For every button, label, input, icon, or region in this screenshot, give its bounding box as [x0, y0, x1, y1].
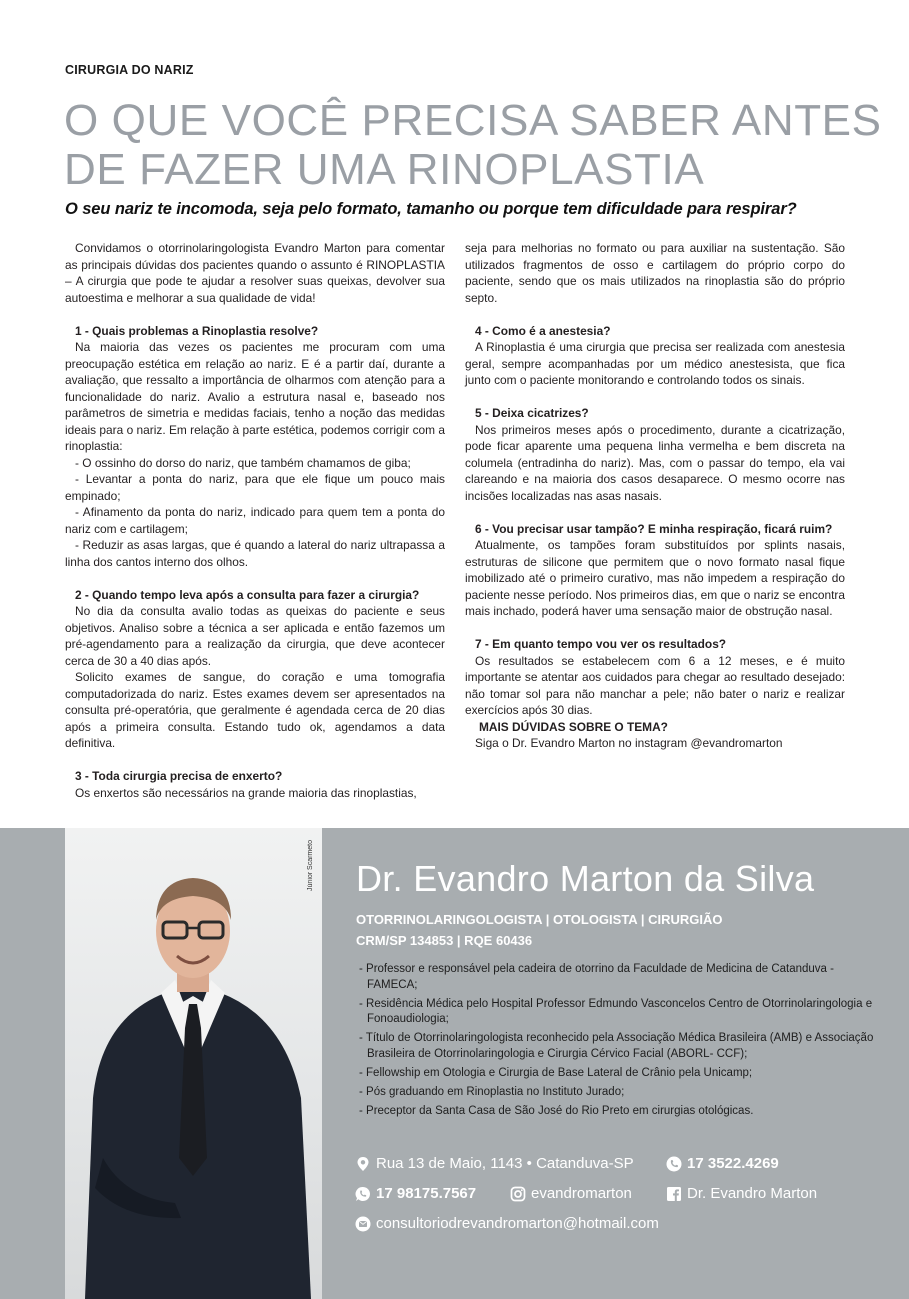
doctor-specialties: OTORRINOLARINGOLOGISTA | OTOLOGISTA | CIRURGIÃO — [356, 912, 723, 927]
subheadline: O seu nariz te incomoda, seja pelo formato, tamanho ou porque tem dificuldade para respirar? — [65, 200, 797, 218]
contact-address — [355, 1155, 634, 1172]
question-2-title: 2 - Quando tempo leva após a consulta para fazer a cirurgia? — [75, 587, 420, 602]
cv-item: - Pós graduando em Rinoplastia no Instituto Jurado; — [359, 1085, 625, 1098]
question-3-title: 3 - Toda cirurgia precisa de enxerto? — [75, 769, 283, 783]
contact-email[interactable] — [355, 1215, 659, 1232]
contact-phone[interactable] — [666, 1155, 779, 1172]
whatsapp-number: 17 98175.7567 — [376, 1185, 477, 1202]
photo-credit: Júnior Scarmeto — [307, 840, 314, 891]
facebook-page: Dr. Evandro Marton — [687, 1185, 818, 1202]
address-text: Rua 13 de Maio, 1143 • Catanduva-SP — [376, 1155, 634, 1172]
cv-item: - Fellowship em Otologia e Cirurgia de Base Lateral de Crânio pela Unicamp; — [359, 1066, 753, 1079]
doctor-profile-panel — [0, 828, 909, 1299]
doctor-registration: CRM/SP 134853 | RQE 60436 — [356, 933, 533, 948]
cv-item: - Título de Otorrinolaringologista reconhecido pela Associação Médica Brasileira (AMB) e Associação Brasileira de Otorrinolaringologia e Cirurgia Cérvico Facial (ABORL- CCF); — [359, 1032, 874, 1060]
instagram-icon — [510, 1186, 526, 1202]
question-6-title: 6 - Vou precisar usar tampão? E minha respiração, ficará ruim? — [475, 521, 833, 536]
instagram-handle: evandromarton — [531, 1185, 632, 1202]
headline-line-2: DE FAZER UMA RINOPLASTIA — [64, 145, 705, 194]
phone-number: 17 3522.4269 — [687, 1155, 779, 1172]
section-kicker: CIRURGIA DO NARIZ — [65, 63, 194, 77]
headline-line-1: O QUE VOCÊ PRECISA SABER ANTES — [64, 96, 882, 145]
question-7-title: 7 - Em quanto tempo vou ver os resultados? — [475, 637, 727, 651]
question-1-title: 1 - Quais problemas a Rinoplastia resolve? — [75, 323, 319, 338]
doctor-portrait-illustration — [65, 828, 322, 1299]
contact-whatsapp[interactable] — [355, 1185, 476, 1202]
doctor-name: Dr. Evandro Marton da Silva — [356, 858, 815, 899]
intro-paragraph: Convidamos o otorrinolaringologista Evandro Marton para comentar as principais dúvidas dos pacientes quando o assunto é RINOPLASTIA – A cirurgia que pode te ajudar a resolver suas queixas, devolver sua autoestima e melhorar a sua qualidade de vida! — [65, 241, 445, 305]
question-4-title: 4 - Como é a anestesia? — [475, 323, 611, 338]
question-5-title: 5 - Deixa cicatrizes? — [475, 406, 589, 420]
cv-item: - Preceptor da Santa Casa de São José do Rio Preto em cirurgias otológicas. — [359, 1104, 754, 1117]
email-icon — [355, 1216, 371, 1232]
contact-facebook[interactable] — [666, 1185, 817, 1202]
list-item: - O ossinho do dorso do nariz, que também chamamos de giba; — [75, 455, 411, 470]
article-column-left — [65, 240, 445, 801]
question-1-body: Na maioria das vezes os pacientes me procuram com uma preocupação estética em relação ao nariz. E é a partir daí, durante a avaliação, que ressalto a importância de olharmos com atenção para a funcionalidade do nariz. Avalio a estrutura nasal e, baseado nos parâmetros de simetria e medidas faciais, tenho a noção das medidas ideais para o nariz. Em relação à parte estética, podemos corrigir com a rinoplastia: — [65, 340, 445, 453]
question-5-body: Nos primeiros meses após o procedimento, durante a cicatrização, pode ficar aparente uma pequena linha vermelha e bem discreta na columela (entradinha do nariz). Mas, com o passar do tempo, ela vai clareando e na maioria dos casos desaparece. O mesmo ocorre nas incisões localizadas nas asas nasais. — [465, 422, 845, 503]
more-questions-text: Siga o Dr. Evandro Marton no instagram @evandromarton — [475, 736, 783, 750]
facebook-icon — [666, 1186, 682, 1202]
doctor-credentials — [356, 909, 722, 951]
doctor-cv-list — [355, 962, 875, 1123]
question-3-body-continued: seja para melhorias no formato ou para auxiliar na sustentação. São utilizados fragmentos de osso e cartilagem do próprio corpo do paciente, sendo que os mais utilizados na rinoplastia são do próprio septo. — [465, 241, 845, 305]
question-3-body-start: Os enxertos são necessários na grande maioria das rinoplastias, — [75, 785, 417, 800]
cv-item: - Professor e responsável pela cadeira de otorrino da Faculdade de Medicina de Catanduva - FAMECA; — [359, 963, 834, 991]
whatsapp-icon — [355, 1186, 371, 1202]
email-address: consultoriodrevandromarton@hotmail.com — [376, 1215, 659, 1232]
list-item: - Reduzir as asas largas, que é quando a lateral do nariz ultrapassa a linha dos cantos interno dos olhos. — [65, 538, 445, 569]
question-7-body: Os resultados se estabelecem com 6 a 12 meses, e é muito importante se atentar aos cuidados para chegar ao resultado desejado: não tomar sol para não manchar a pele; não bater o nariz e realizar exercícios após 30 dias. — [465, 653, 845, 717]
article-column-right — [465, 240, 845, 752]
question-2-paragraph-1: No dia da consulta avalio todas as queixas do paciente e seus objetivos. Analiso sobre a técnica a ser aplicada e então fazemos um pré-agendamento para a realização da cirurgia, que deve acontecer cerca de 30 a 40 dias após. — [65, 604, 445, 668]
headline — [64, 96, 884, 194]
question-2-paragraph-2: Solicito exames de sangue, do coração e uma tomografia computadorizada do nariz. Estes exames devem ser apresentados na consulta pré-operatória, que geralmente é agendada cerca de 20 dias após a primeira consulta. Estando tudo ok, agendamos a data definitiva. — [65, 670, 445, 750]
contact-instagram[interactable] — [510, 1185, 632, 1202]
more-questions-title: MAIS DÚVIDAS SOBRE O TEMA? — [479, 719, 668, 734]
question-4-body: A Rinoplastia é uma cirurgia que precisa ser realizada com anestesia geral, sempre acompanhadas por um médico anestesista, que fica junto com o paciente monitorando e controlando todos os sinais. — [465, 340, 845, 387]
list-item: - Afinamento da ponta do nariz, indicado para quem tem a ponta do nariz com e cartilagem; — [65, 505, 445, 536]
list-item: - Levantar a ponta do nariz, para que ele fique um pouco mais empinado; — [65, 472, 445, 503]
cv-item: - Residência Médica pelo Hospital Professor Edmundo Vasconcelos Centro de Otorrinolaringologia e Fonoaudiologia; — [359, 997, 873, 1025]
phone-icon — [666, 1156, 682, 1172]
location-pin-icon — [355, 1156, 371, 1172]
doctor-photo — [65, 828, 322, 1299]
question-6-body: Atualmente, os tampões foram substituídos por splints nasais, estruturas de silicone que permitem que o novo formato nasal fique imobilizado até o primeiro curativo, mas não impedem a respiração do paciente nesse período. Nos primeiros dias, em que o nariz se encontra mais inchado, poderá haver uma sensação maior de obstrução nasal. — [465, 538, 845, 618]
